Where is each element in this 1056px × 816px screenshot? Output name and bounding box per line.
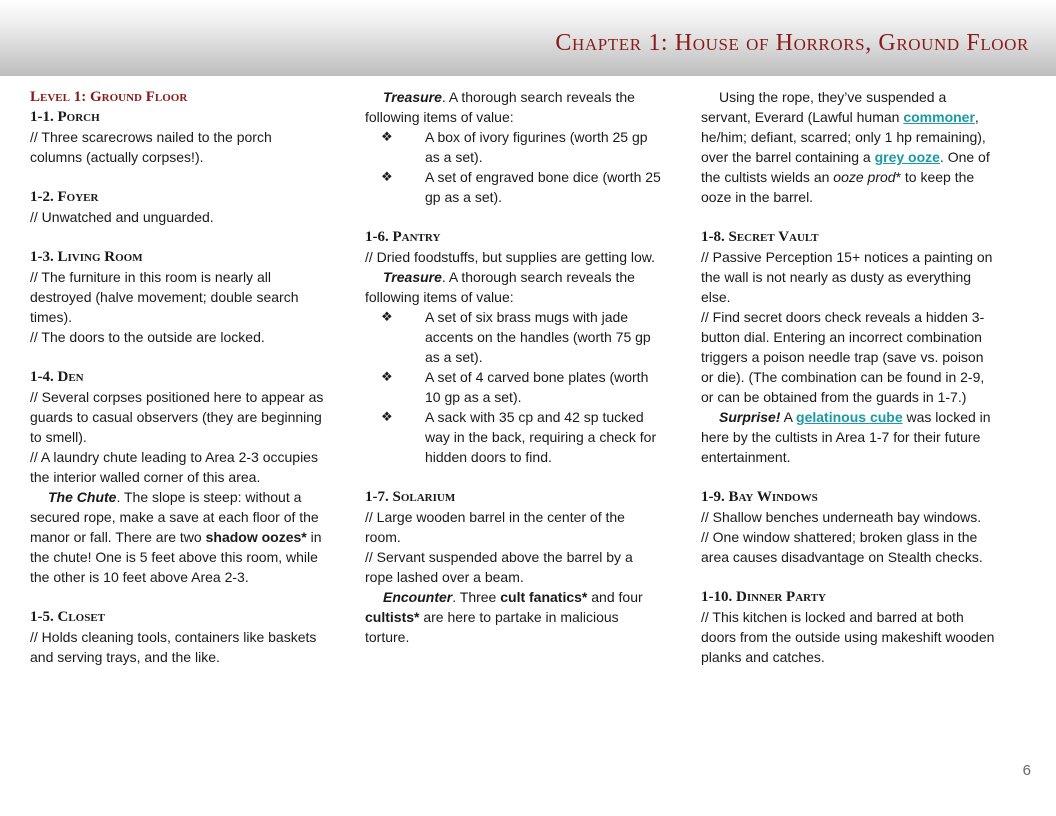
room-note: // Large wooden barrel in the center of the room. — [365, 509, 625, 545]
list-item: ❖ A box of ivory figurines (worth 25 gp as a set). — [381, 129, 648, 165]
treasure-paragraph — [365, 267, 661, 307]
treasure-list — [365, 127, 661, 207]
treasure-list — [365, 307, 661, 467]
room-title-1-9: 1-9. Bay Windows — [701, 489, 818, 505]
diamond-bullet-icon: ❖ — [381, 409, 393, 424]
room-note: // Servant suspended above the barrel by a rope lashed over a beam. — [365, 549, 633, 585]
room-title-1-8: 1-8. Secret Vault — [701, 229, 819, 245]
room-note: // Dried foodstuffs, but supplies are getting low. — [365, 249, 656, 265]
surprise-label: Surprise! — [719, 409, 781, 425]
encounter-paragraph: Encounter. Three cult fanatics* and four cultists* are here to partake in malicious torture. — [365, 589, 643, 645]
list-item: ❖ A set of 4 carved bone plates (worth 10 gp as a set). — [381, 369, 649, 405]
room-note: // A laundry chute leading to Area 2-3 occupies the interior walled corner of this area. — [30, 449, 318, 485]
page-header — [0, 0, 1056, 76]
treasure-text: . A thorough search reveals the following items of value: — [365, 89, 635, 125]
room-title-1-4: 1-4. Den — [30, 369, 84, 385]
item-name: ooze prod — [833, 169, 896, 185]
encounter-label: Encounter — [383, 589, 453, 605]
diamond-bullet-icon: ❖ — [381, 309, 393, 324]
room-note: // This kitchen is locked and barred at both doors from the outside using makeshift wooden planks and catches. — [701, 609, 995, 665]
list-item: ❖ A set of engraved bone dice (worth 25 gp as a set). — [381, 169, 661, 205]
treasure-paragraph — [365, 87, 661, 127]
treasure-label: Treasure — [383, 89, 442, 105]
chute-text: . The slope is steep: without a secured rope, make a save at each floor of the manor or fall. There are two — [30, 489, 319, 545]
room-note: // Holds cleaning tools, containers like baskets and serving trays, and the like. — [30, 629, 317, 665]
list-item: ❖ A sack with 35 cp and 42 sp tucked way in the back, requiring a check for hidden doors to find. — [381, 409, 657, 465]
column-3 — [701, 87, 997, 667]
room-note: // Shallow benches underneath bay windows. — [701, 509, 982, 525]
room-note: // Passive Perception 15+ notices a painting on the wall is not nearly as dusty as everything else. — [701, 249, 993, 305]
room-note: // The doors to the outside are locked. — [30, 329, 265, 345]
chapter-title: Chapter 1: House of Horrors, Ground Floor — [555, 30, 1029, 56]
commoner-link[interactable]: commoner — [903, 109, 975, 125]
column-1 — [30, 87, 326, 667]
room-title-1-2: 1-2. Foyer — [30, 189, 99, 205]
chute-label: The Chute — [48, 489, 117, 505]
monster-name: shadow oozes* — [205, 529, 307, 545]
diamond-bullet-icon: ❖ — [381, 169, 393, 184]
room-note: // Unwatched and unguarded. — [30, 209, 214, 225]
grey-ooze-link[interactable]: grey ooze — [874, 149, 940, 165]
monster-name: cultists* — [365, 609, 420, 625]
room-title-1-1: 1-1. Porch — [30, 109, 100, 125]
column-2 — [365, 87, 661, 647]
chute-text: in the chute! One is 5 feet above this room, while the other is 10 feet above Area 2-3. — [30, 529, 322, 585]
room-title-1-6: 1-6. Pantry — [365, 229, 441, 245]
monster-name: cult fanatics* — [500, 589, 588, 605]
list-item: ❖ A set of six brass mugs with jade accents on the handles (worth 75 gp as a set). — [381, 309, 651, 365]
room-title-1-7: 1-7. Solarium — [365, 489, 456, 505]
treasure-label: Treasure — [383, 269, 442, 285]
room-note: // Three scarecrows nailed to the porch columns (actually corpses!). — [30, 129, 272, 165]
surprise-paragraph: Surprise! A gelatinous cube was locked in here by the cultists in Area 1-7 for their future entertainment. — [701, 409, 991, 465]
room-note: // Find secret doors check reveals a hidden 3-button dial. Entering an incorrect combination triggers a poison needle trap (save vs. poison or die). (The combination can be found in 2-9, or can be obtained from the guards in 1-7.) — [701, 309, 985, 405]
chute-paragraph — [30, 487, 326, 587]
level-title: Level 1: Ground Floor — [30, 89, 188, 105]
room-note: // One window shattered; broken glass in the area causes disadvantage on Stealth checks. — [701, 529, 983, 565]
gelatinous-cube-link[interactable]: gelatinous cube — [796, 409, 903, 425]
room-title-1-10: 1-10. Dinner Party — [701, 589, 826, 605]
treasure-text: . A thorough search reveals the following items of value: — [365, 269, 635, 305]
diamond-bullet-icon: ❖ — [381, 129, 393, 144]
room-note: // The furniture in this room is nearly all destroyed (halve movement; double search times). — [30, 269, 299, 325]
diamond-bullet-icon: ❖ — [381, 369, 393, 384]
rope-paragraph: Using the rope, they’ve suspended a servant, Everard (Lawful human commoner, he/him; defiant, scarred; only 1 hp remaining), over the barrel containing a grey ooze. One of the cultists wields an ooze prod* to keep the ooze in the barrel. — [701, 89, 990, 205]
room-title-1-3: 1-3. Living Room — [30, 249, 143, 265]
page-number: 6 — [1022, 762, 1031, 779]
room-note: // Several corpses positioned here to appear as guards to casual observers (they are beginning to smell). — [30, 389, 324, 445]
room-title-1-5: 1-5. Closet — [30, 609, 106, 625]
